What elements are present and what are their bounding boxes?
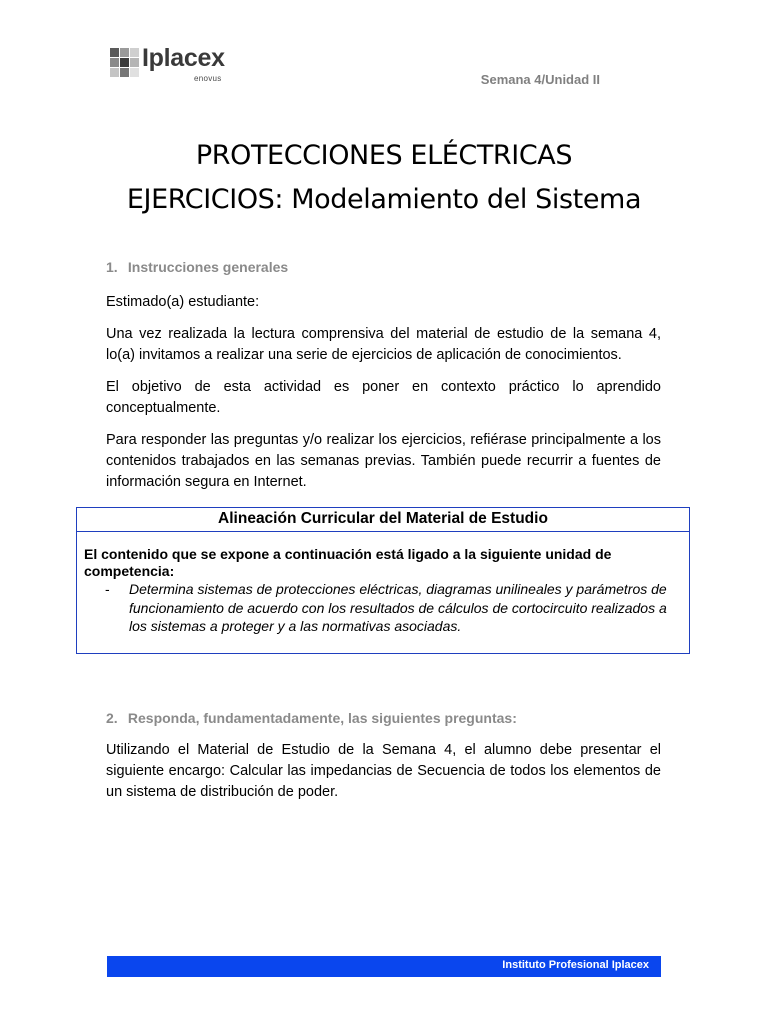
logo-wordmark: Iplacex bbox=[142, 44, 225, 72]
footer-bar bbox=[107, 956, 661, 977]
section1-number: 1. bbox=[106, 259, 118, 275]
curriculum-box-title: Alineación Curricular del Material de Estudio bbox=[77, 508, 689, 532]
section1-heading bbox=[106, 259, 288, 275]
section2-heading-text: Responda, fundamentadamente, las siguientes preguntas: bbox=[127, 710, 517, 726]
list-dash: - bbox=[105, 581, 110, 597]
assignment-paragraph: Utilizando el Material de Estudio de la Semana 4, el alumno debe presentar el siguiente encargo: Calcular las impedancias de Secuencia de todos los elementos de un sistema de distribución de poder. bbox=[106, 742, 661, 800]
curriculum-alignment-box bbox=[76, 507, 690, 654]
greeting-paragraph: Estimado(a) estudiante: bbox=[106, 294, 260, 310]
logo-mosaic-icon bbox=[110, 48, 140, 78]
iplacex-logo bbox=[110, 46, 250, 86]
competency-item bbox=[105, 580, 669, 636]
logo-subtitle: enovus bbox=[194, 74, 222, 83]
page-title-line2: EJERCICIOS: Modelamiento del Sistema bbox=[126, 184, 642, 215]
objective-paragraph: El objetivo de esta actividad es poner en contexto práctico lo aprendido conceptualmente. bbox=[106, 379, 661, 416]
section2-number: 2. bbox=[106, 710, 118, 726]
competency-item-text: Determina sistemas de protecciones eléctricas, diagramas unilineales y parámetros de funcionamiento de acuerdo con los resultados de cálculos de cortocircuito realizados a los sistemas a proteger y a las normativas asociadas. bbox=[129, 581, 667, 634]
section1-heading-text: Instrucciones generales bbox=[127, 259, 289, 275]
competency-list bbox=[77, 580, 689, 636]
reading-paragraph: Una vez realizada la lectura comprensiva del material de estudio de la semana 4, lo(a) invitamos a realizar una serie de ejercicios de aplicación de conocimientos. bbox=[106, 326, 661, 363]
curriculum-box-intro: El contenido que se expone a continuación está ligado a la siguiente unidad de competencia: bbox=[84, 546, 612, 579]
page-title-line1: PROTECCIONES ELÉCTRICAS bbox=[195, 140, 573, 171]
section2-heading bbox=[106, 710, 517, 726]
footer-institution: Instituto Profesional Iplacex bbox=[502, 959, 649, 971]
instructions-paragraph: Para responder las preguntas y/o realizar los ejercicios, refiérase principalmente a los contenidos trabajados en las semanas previas. También puede recurrir a fuentes de información segura en Internet. bbox=[106, 432, 661, 490]
unit-label: Semana 4/Unidad II bbox=[480, 72, 600, 87]
